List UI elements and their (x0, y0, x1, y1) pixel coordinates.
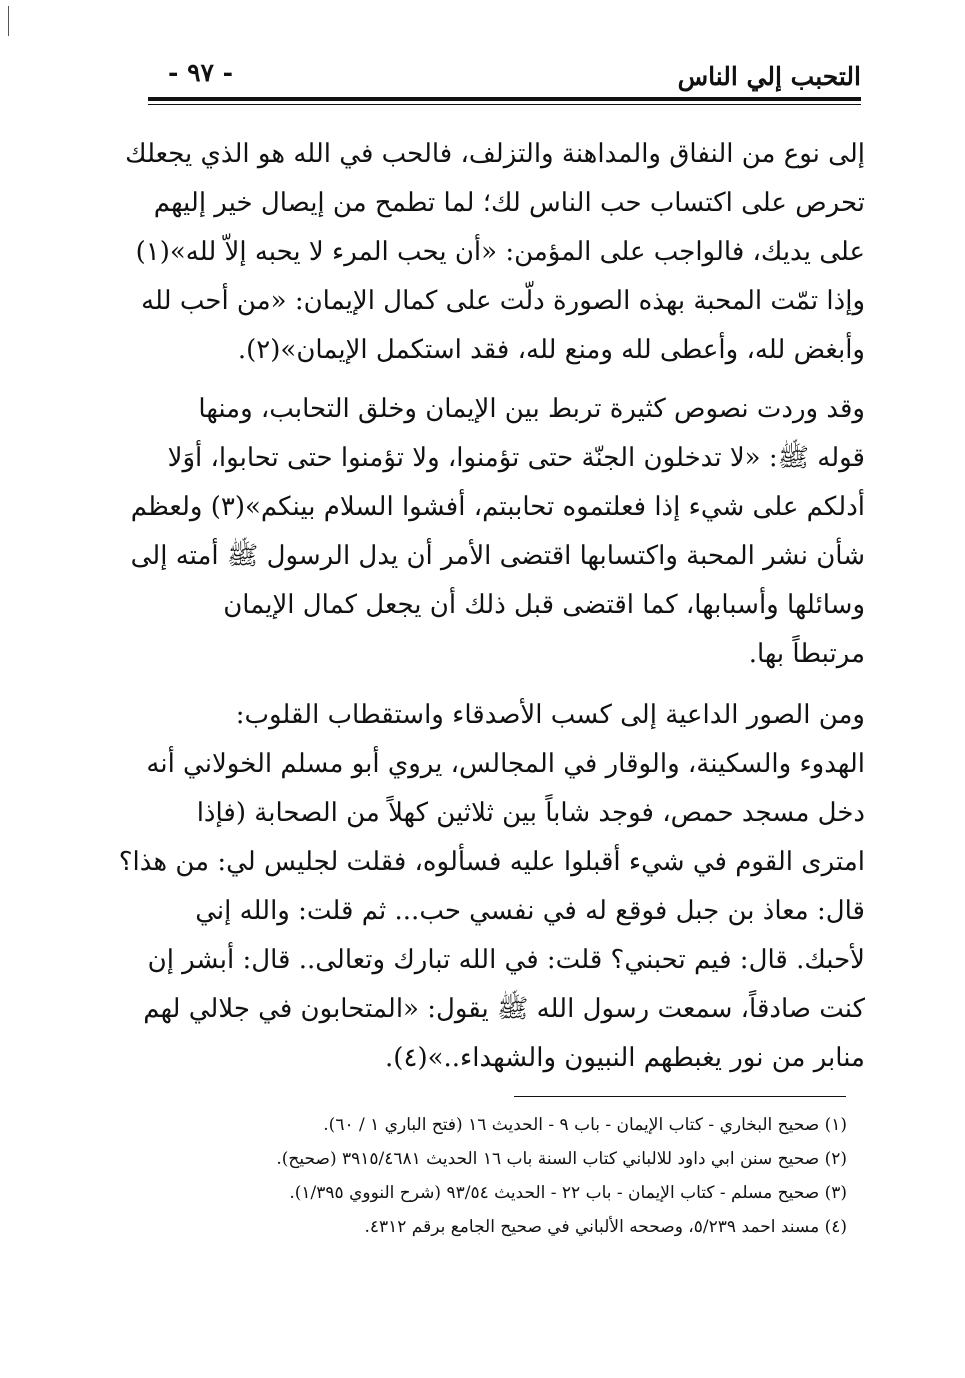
text-line: ومن الصور الداعية إلى كسب الأصدقاء واستقطاب القلوب: (235, 700, 865, 730)
text-line: شأن نشر المحبة واكتسابها اقتضى الأمر أن يدل الرسول ﷺ أمته إلى (130, 541, 865, 571)
text-line: قال: معاذ بن جبل فوقع له في نفسي حب... ثم قلت: والله إني (195, 896, 865, 926)
footnotes (146, 1108, 847, 1244)
text-line: وقد وردت نصوص كثيرة تربط بين الإيمان وخلق التحابب، ومنها (198, 394, 865, 424)
paragraph-2 (130, 385, 865, 679)
header-rule-thin (148, 104, 861, 105)
text-line: مرتبطاً بها. (748, 639, 865, 669)
paragraph-3 (118, 691, 865, 1083)
footnote-1: (١) صحيح البخاري - كتاب الإيمان - باب ٩ - الحديث ١٦ (فتح الباري ١ / ٦٠). (323, 1115, 847, 1135)
text-line: تحرص على اكتساب حب الناس لك؛ لما تطمح من إيصال خير إليهم (153, 188, 865, 218)
text-line: منابر من نور يغبطهم النبيون والشهداء..»(٤). (385, 1043, 865, 1073)
text-line: إلى نوع من النفاق والمداهنة والتزلف، فالحب في الله هو الذي يجعلك (125, 139, 865, 169)
footnote-4: (٤) مسند احمد ٥/٢٣٩، وصححه الألباني في صحيح الجامع برقم ٤٣١٢. (364, 1217, 847, 1237)
text-line: لأحبك. قال: فيم تحبني؟ قلت: في الله تبارك وتعالى.. قال: أبشر إن (147, 945, 865, 975)
footnote-3: (٣) صحيح مسلم - كتاب الإيمان - باب ٢٢ - الحديث ٩٣/٥٤ (شرح النووي ١/٣٩٥). (289, 1183, 847, 1203)
text-line: وسائلها وأسبابها، كما اقتضى قبل ذلك أن يجعل كمال الإيمان (223, 590, 865, 620)
text-line: كنت صادقاً، سمعت رسول الله ﷺ يقول: «المتحابون في جلالي لهم (143, 994, 865, 1024)
text-line: على يديك، فالواجب على المؤمن: «أن يحب المرء لا يحبه إلاّ لله»(١) (135, 237, 865, 267)
text-line: دخل مسجد حمص، فوجد شاباً بين ثلاثين كهلاً من الصحابة (فإذا (196, 798, 865, 828)
text-line: وأبغض لله، وأعطى لله ومنع لله، فقد استكمل الإيمان»(٢). (237, 335, 865, 365)
footnote-separator (514, 1096, 846, 1097)
footnote-2: (٢) صحيح سنن ابي داود للالباني كتاب السنة باب ١٦ الحديث ٣٩١٥/٤٦٨١ (صحيح). (276, 1149, 847, 1169)
header-rule-thick (148, 97, 861, 101)
text-line: امترى القوم في شيء أقبلوا عليه فسألوه، فقلت لجليس لي: من هذا؟ (118, 847, 865, 877)
page-number: - ٩٧ - (168, 58, 234, 87)
text-line: قوله ﷺ: «لا تدخلون الجنّة حتى تؤمنوا، ولا تؤمنوا حتى تحابوا، أوَلا (167, 443, 865, 473)
chapter-title: التحبب إلي الناس (677, 62, 861, 91)
paragraph-1 (125, 130, 865, 375)
text-line: أدلكم على شيء إذا فعلتموه تحاببتم، أفشوا السلام بينكم»(٣) ولعظم (130, 492, 865, 522)
main-text (118, 130, 865, 1083)
scan-edge-mark (8, 6, 9, 36)
text-line: الهدوء والسكينة، والوقار في المجالس، يروي أبو مسلم الخولاني أنه (146, 749, 865, 779)
running-header (148, 56, 861, 96)
text-line: وإذا تمّت المحبة بهذه الصورة دلّت على كمال الإيمان: «من أحب لله (141, 286, 865, 316)
